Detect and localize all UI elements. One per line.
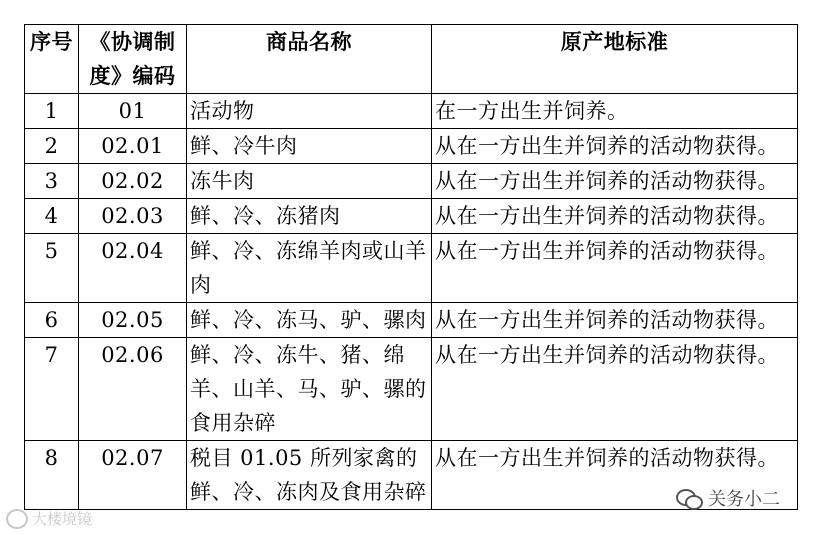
header-name: 商品名称 [187,25,432,94]
row-seq: 3 [25,164,79,199]
row-seq: 1 [25,94,79,129]
row-name: 鲜、冷、冻猪肉 [187,199,432,234]
watermark-source [6,508,92,529]
table-row [25,234,798,303]
row-seq: 5 [25,234,79,303]
row-name: 鲜、冷、冻马、驴、骡肉 [187,303,432,338]
row-code: 02.03 [79,199,187,234]
watermark-account [676,485,780,511]
row-standard: 在一方出生并饲养。 [432,94,798,129]
row-name: 冻牛肉 [187,164,432,199]
header-seq: 序号 [25,25,79,94]
row-standard: 从在一方出生并饲养的活动物获得。 [432,303,798,338]
origin-rules-table [24,24,798,510]
row-standard: 从在一方出生并饲养的活动物获得。 [432,338,798,441]
table-row [25,164,798,199]
row-standard: 从在一方出生并饲养的活动物获得。 [432,129,798,164]
row-code: 02.04 [79,234,187,303]
row-name: 鲜、冷、冻绵羊肉或山羊肉 [187,234,432,303]
header-code: 《协调制度》编码 [79,25,187,94]
row-code: 02.07 [79,441,187,510]
row-seq: 2 [25,129,79,164]
row-name: 鲜、冷、冻牛、猪、绵羊、山羊、马、驴、骡的食用杂碎 [187,338,432,441]
row-seq: 7 [25,338,79,441]
row-code: 02.02 [79,164,187,199]
table-row [25,303,798,338]
row-name: 鲜、冷牛肉 [187,129,432,164]
table-row [25,94,798,129]
header-standard: 原产地标准 [432,25,798,94]
row-name: 税目 01.05 所列家禽的鲜、冷、冻肉及食用杂碎 [187,441,432,510]
row-code: 01 [79,94,187,129]
wechat-icon [676,487,702,509]
row-code: 02.06 [79,338,187,441]
row-standard: 从在一方出生并饲养的活动物获得。 [432,441,798,510]
row-standard: 从在一方出生并饲养的活动物获得。 [432,199,798,234]
row-name: 活动物 [187,94,432,129]
table-header-row [25,25,798,94]
table-row [25,338,798,441]
watermark-logo-icon [6,509,28,529]
row-standard: 从在一方出生并饲养的活动物获得。 [432,164,798,199]
row-seq: 6 [25,303,79,338]
watermark-account-label: 关务小二 [708,489,780,510]
row-code: 02.01 [79,129,187,164]
row-code: 02.05 [79,303,187,338]
row-seq: 4 [25,199,79,234]
watermark-source-label: 大楼境镜 [32,510,93,528]
table-row [25,129,798,164]
row-seq: 8 [25,441,79,510]
row-standard: 从在一方出生并饲养的活动物获得。 [432,234,798,303]
table-row [25,199,798,234]
